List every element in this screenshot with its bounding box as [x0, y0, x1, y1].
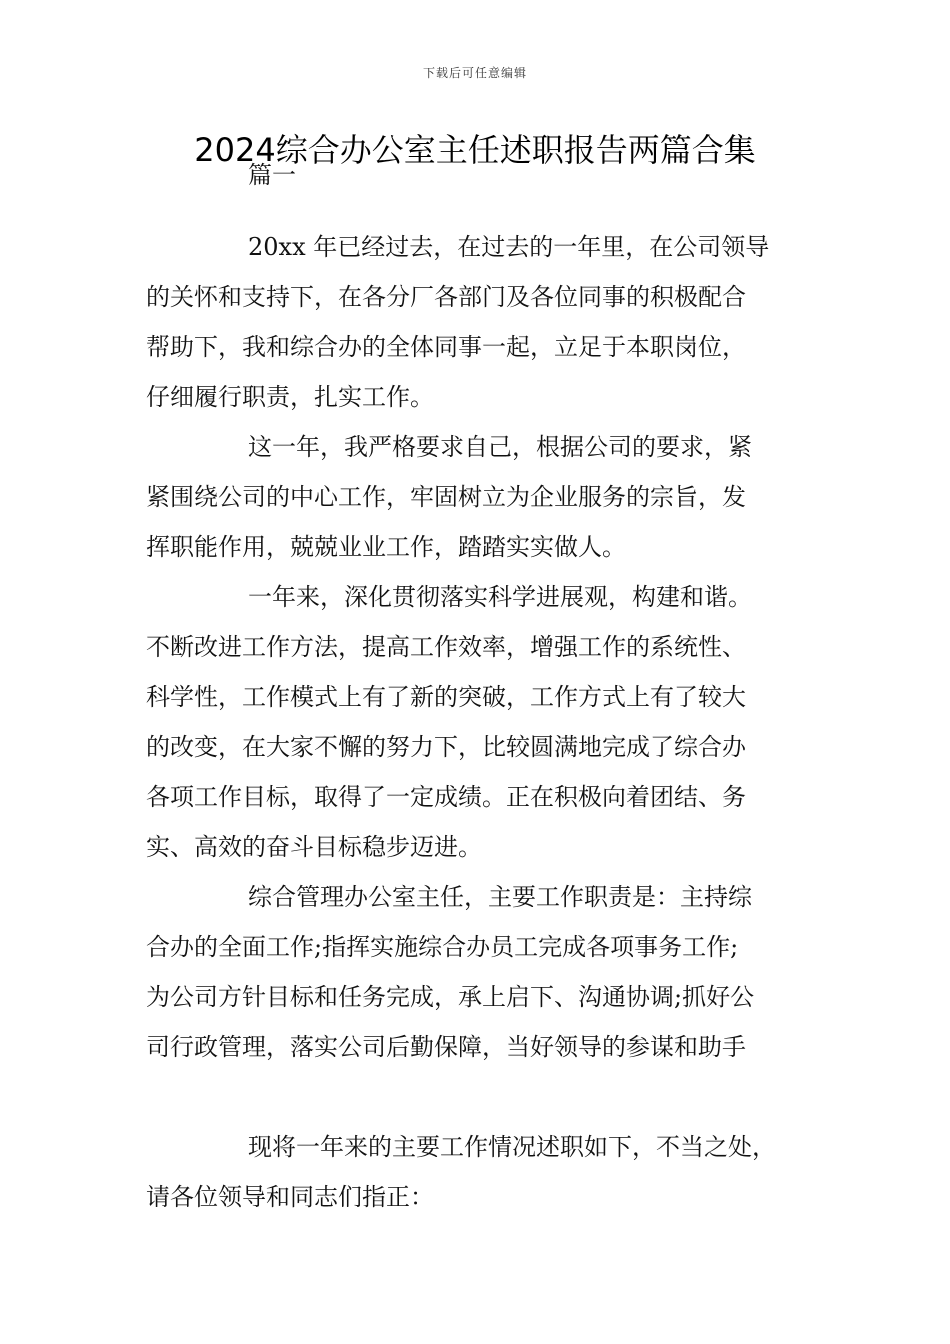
paragraph-line: 司行政管理，落实公司后勤保障，当好领导的参谋和助手	[146, 1033, 746, 1061]
paragraph-line: 合办的全面工作;指挥实施综合办员工完成各项事务工作;	[146, 933, 739, 961]
paragraph-1	[146, 222, 811, 422]
paragraph-line: 不断改进工作方法，提高工作效率，增强工作的系统性、	[146, 633, 746, 661]
paragraph-line: 请各位领导和同志们指正：	[146, 1183, 434, 1211]
paragraph-5	[146, 1122, 811, 1222]
paragraph-line: 实、高效的奋斗目标稳步迈进。	[146, 833, 482, 861]
paragraph-line: 仔细履行职责，扎实工作。	[146, 383, 434, 411]
paragraph-line: 的关怀和支持下，在各分厂各部门及各位同事的积极配合	[146, 283, 746, 311]
section-label: 篇一	[248, 161, 296, 189]
paragraph-line: 20xx 年已经过去，在过去的一年里，在公司领导	[248, 233, 770, 261]
paragraph-line: 科学性，工作模式上有了新的突破，工作方式上有了较大	[146, 683, 746, 711]
paragraph-line: 挥职能作用，兢兢业业工作，踏踏实实做人。	[146, 533, 626, 561]
paragraph-line: 一年来，深化贯彻落实科学进展观，构建和谐。	[248, 583, 752, 611]
paragraph-line: 紧围绕公司的中心工作，牢固树立为企业服务的宗旨，发	[146, 483, 746, 511]
paragraph-line: 为公司方针目标和任务完成，承上启下、沟通协调;抓好公	[146, 983, 755, 1011]
header-note: 下载后可任意编辑	[422, 66, 527, 80]
paragraph-2	[146, 422, 811, 572]
paragraph-line: 帮助下，我和综合办的全体同事一起，立足于本职岗位，	[146, 333, 746, 361]
document-body	[146, 222, 811, 1222]
paragraph-4	[146, 872, 811, 1072]
paragraph-line: 各项工作目标，取得了一定成绩。正在积极向着团结、务	[146, 783, 746, 811]
blank-line	[146, 1072, 811, 1122]
paragraph-3	[146, 572, 811, 872]
document-title: 2024综合办公室主任述职报告两篇合集	[194, 131, 756, 169]
paragraph-line: 综合管理办公室主任，主要工作职责是：主持综	[248, 883, 752, 911]
paragraph-line: 现将一年来的主要工作情况述职如下，不当之处，	[248, 1133, 776, 1161]
paragraph-line: 这一年，我严格要求自己，根据公司的要求，紧	[248, 433, 752, 461]
paragraph-line: 的改变，在大家不懈的努力下，比较圆满地完成了综合办	[146, 733, 746, 761]
